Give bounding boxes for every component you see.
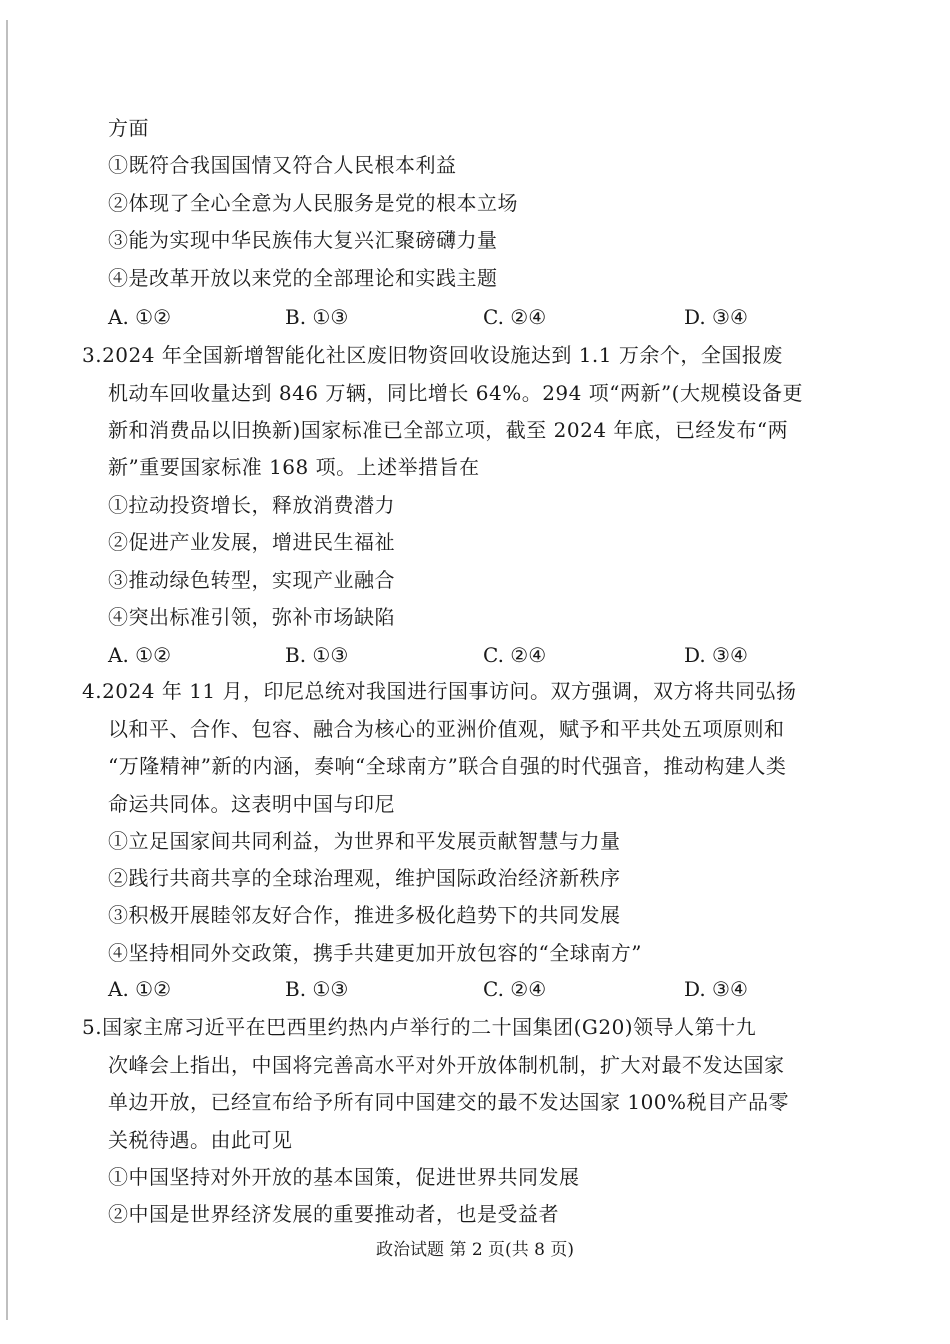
statement-1: ①既符合我国国情又符合人民根本利益 (108, 153, 457, 177)
question-stem-line: 新和消费品以旧换新)国家标准已全部立项，截至 2024 年底，已经发布“两 (108, 418, 789, 442)
statement-2: ②促进产业发展，增进民生福祉 (108, 530, 395, 554)
question-stem-line: 机动车回收量达到 846 万辆，同比增长 64%。294 项“两新”(大规模设备更 (108, 381, 803, 405)
option-a: A. ①② (108, 643, 172, 667)
statement-4: ④是改革开放以来党的全部理论和实践主题 (108, 266, 498, 290)
question-stem-line: 单边开放，已经宣布给予所有同中国建交的最不发达国家 100%税目产品零 (108, 1090, 790, 1114)
question-stem-line: 3.2024 年全国新增智能化社区废旧物资回收设施达到 1.1 万余个，全国报废 (82, 343, 783, 367)
option-d: D. ③④ (684, 305, 748, 329)
question-stem-line: 5.国家主席习近平在巴西里约热内卢举行的二十国集团(G20)领导人第十九 (82, 1015, 757, 1039)
statement-3: ③推动绿色转型，实现产业融合 (108, 568, 395, 592)
option-a: A. ①② (108, 977, 172, 1001)
question-stem-line: 关税待遇。由此可见 (108, 1128, 293, 1152)
question-stem-line: 以和平、合作、包容、融合为核心的亚洲价值观，赋予和平共处五项原则和 (108, 717, 785, 741)
option-b: B. ①③ (285, 643, 349, 667)
question-stem-line: 命运共同体。这表明中国与印尼 (108, 792, 395, 816)
statement-2: ②体现了全心全意为人民服务是党的根本立场 (108, 191, 518, 215)
question-stem-line: “万隆精神”新的内涵，奏响“全球南方”联合自强的时代强音，推动构建人类 (108, 754, 787, 778)
option-d: D. ③④ (684, 977, 748, 1001)
statement-3: ③能为实现中华民族伟大复兴汇聚磅礴力量 (108, 228, 498, 252)
statement-2: ②践行共商共享的全球治理观，维护国际政治经济新秩序 (108, 866, 621, 890)
question-stem-line: 新”重要国家标准 168 项。上述举措旨在 (108, 455, 480, 479)
statement-4: ④突出标准引领，弥补市场缺陷 (108, 605, 395, 629)
page-left-edge (6, 20, 8, 1320)
statement-4: ④坚持相同外交政策，携手共建更加开放包容的“全球南方” (108, 941, 642, 965)
statement-1: ①中国坚持对外开放的基本国策，促进世界共同发展 (108, 1165, 580, 1189)
question-stem-continuation: 方面 (108, 116, 149, 140)
option-c: C. ②④ (483, 643, 547, 667)
page-footer: 政治试题 第 2 页(共 8 页) (376, 1240, 574, 1260)
option-b: B. ①③ (285, 977, 349, 1001)
statement-1: ①拉动投资增长，释放消费潜力 (108, 493, 395, 517)
statement-3: ③积极开展睦邻友好合作，推进多极化趋势下的共同发展 (108, 903, 621, 927)
option-c: C. ②④ (483, 305, 547, 329)
question-stem-line: 次峰会上指出，中国将完善高水平对外开放体制机制，扩大对最不发达国家 (108, 1053, 785, 1077)
option-c: C. ②④ (483, 977, 547, 1001)
option-a: A. ①② (108, 305, 172, 329)
option-b: B. ①③ (285, 305, 349, 329)
question-stem-line: 4.2024 年 11 月，印尼总统对我国进行国事访问。双方强调，双方将共同弘扬 (82, 679, 797, 703)
statement-1: ①立足国家间共同利益，为世界和平发展贡献智慧与力量 (108, 829, 621, 853)
statement-2: ②中国是世界经济发展的重要推动者，也是受益者 (108, 1202, 559, 1226)
option-d: D. ③④ (684, 643, 748, 667)
